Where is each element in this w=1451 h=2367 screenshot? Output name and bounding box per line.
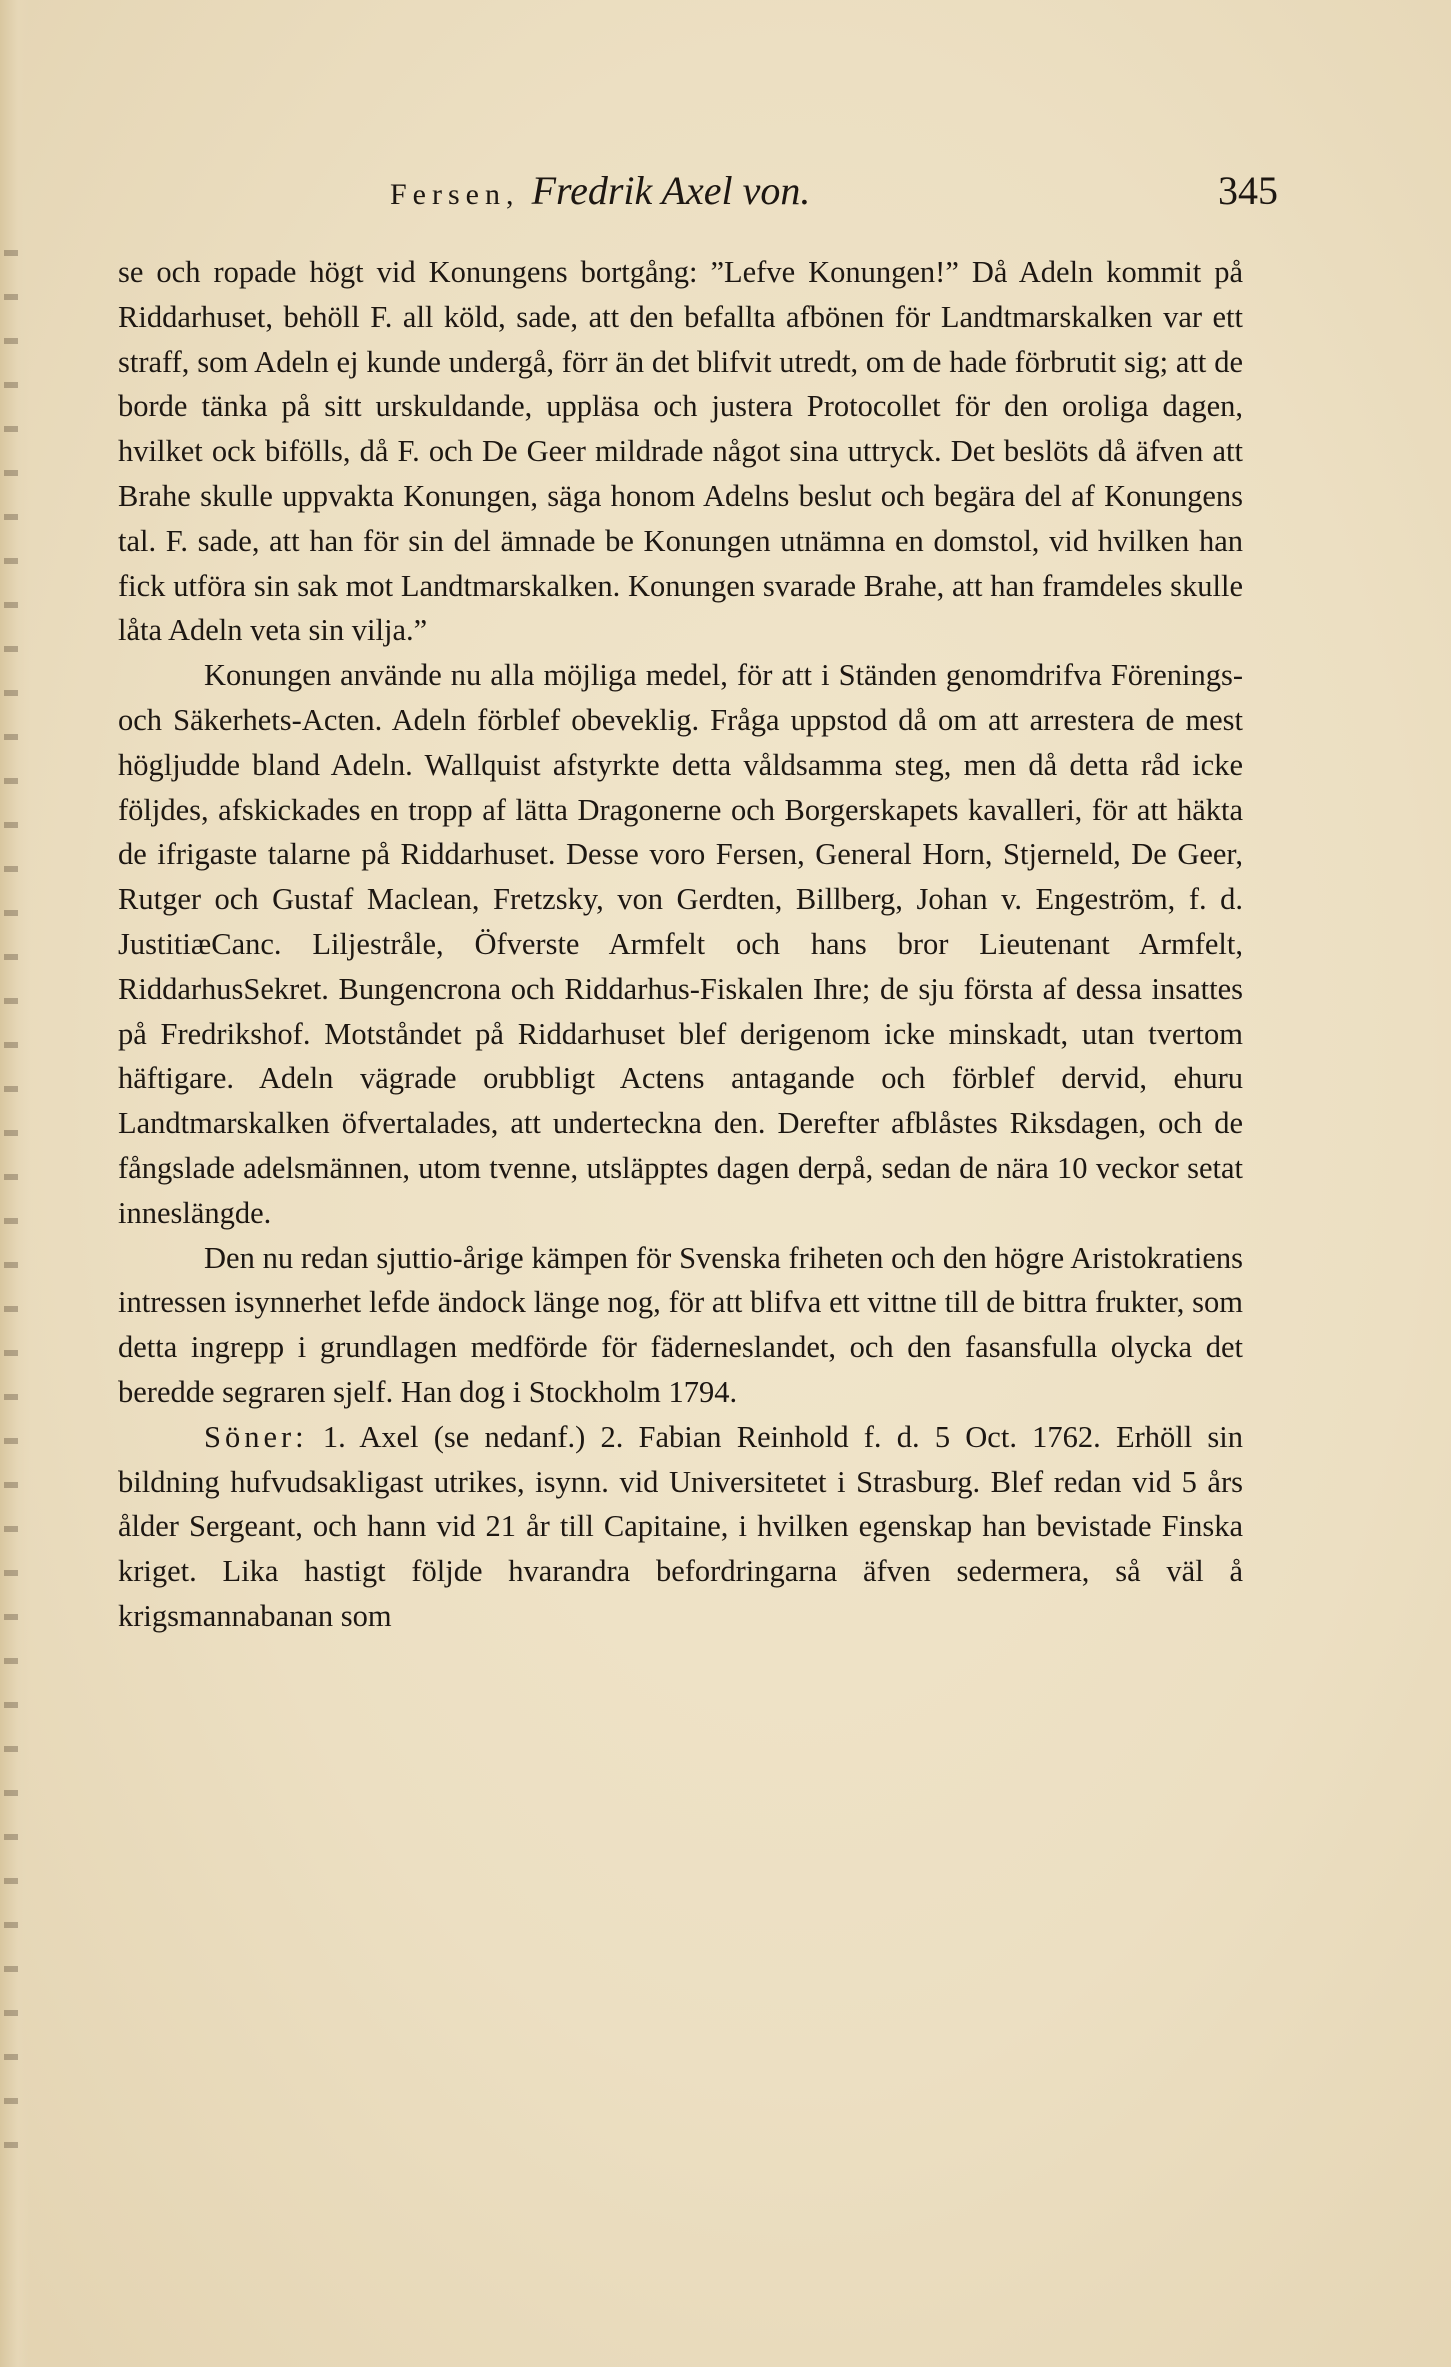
- header-given-name: Fredrik Axel von.: [531, 168, 811, 213]
- page-number: 345: [1218, 168, 1278, 213]
- body-text: [118, 250, 1243, 1639]
- sons-label: Söner:: [204, 1419, 308, 1454]
- running-header: [390, 166, 1290, 216]
- paragraph-2: Konungen använde nu alla möjliga medel, för att i Ständen genomdrifva Förenings- och Säkerhets-Acten. Adeln förblef obeveklig. Fråga uppstod då om att arrestera de mest högljudde bland Adeln. Wallquist afstyrkte detta våldsamma steg, men då detta råd icke följdes, afskickades en tropp af lätta Dragonerne och Borgerskapets kavalleri, för att häkta de ifrigaste talarne på Riddarhuset. Desse voro Fersen, General Horn, Stjerneld, De Geer, Rutger och Gustaf Maclean, Fretzsky, von Gerdten, Billberg, Johan v. Engeström, f. d. JustitiæCanc. Liljestråle, Öfverste Armfelt och hans bror Lieutenant Armfelt, RiddarhusSekret. Bungencrona och Riddarhus-Fiskalen Ihre; de sju första af dessa insattes på Fredrikshof. Motståndet på Riddarhuset blef derigenom icke minskadt, utan tvertom häftigare. Adeln vägrade orubbligt Actens antagande och förblef dervid, ehuru Landtmarskalken öfvertalades, att underteckna den. Derefter afblåstes Riksdagen, och de fångslade adelsmännen, utom tvenne, utsläpptes dagen derpå, sedan de nära 10 veckor setat inneslängde.: [118, 658, 1243, 1230]
- page-gutter: [0, 0, 30, 2367]
- sons-paragraph: [118, 1415, 1243, 1639]
- paragraph-3: Den nu redan sjuttio-årige kämpen för Svenska friheten och den högre Aristokratiens intressen isynnerhet lefde ändock länge nog, för att blifva ett vittne till de bittra frukter, som detta ingrepp i grundlagen medförde för fäderneslandet, och den fasansfulla olycka det beredde segraren sjelf. Han dog i Stockholm 1794.: [118, 1240, 1243, 1409]
- paragraph-1: se och ropade högt vid Konungens bortgång: ”Lefve Konungen!” Då Adeln kommit på Riddarhuset, behöll F. all köld, sade, att den befallta afbönen för Landtmarskalken var ett straff, som Adeln ej kunde undergå, förr än det blifvit utredt, om de hade förbrutit sig; att de borde tänka på sitt urskuldande, uppläsa och justera Protocollet för den oroliga dagen, hvilket ock bifölls, då F. och De Geer mildrade något sina uttryck. Det beslöts då äfven att Brahe skulle uppvakta Konungen, säga honom Adelns beslut och begära del af Konungens tal. F. sade, att han för sin del ämnade be Konungen utnämna en domstol, vid hvilken han fick utföra sin sak mot Landtmarskalken. Konungen svarade Brahe, att han framdeles skulle låta Adeln veta sin vilja.”: [118, 255, 1243, 648]
- gutter-bleed-marks: [4, 250, 18, 2150]
- sons-text: 1. Axel (se nedanf.) 2. Fabian Reinhold f. d. 5 Oct. 1762. Erhöll sin bildning hufvudsakligast utrikes, isynn. vid Universitetet i Strasburg. Blef redan vid 5 års ålder Sergeant, och hann vid 21 år till Capitaine, i hvilken egenskap han bevistade Finska kriget. Lika hastigt följde hvarandra befordringarna äfven sedermera, så väl å krigsmannabanan som: [118, 1419, 1243, 1633]
- header-author: Fersen,: [390, 178, 520, 211]
